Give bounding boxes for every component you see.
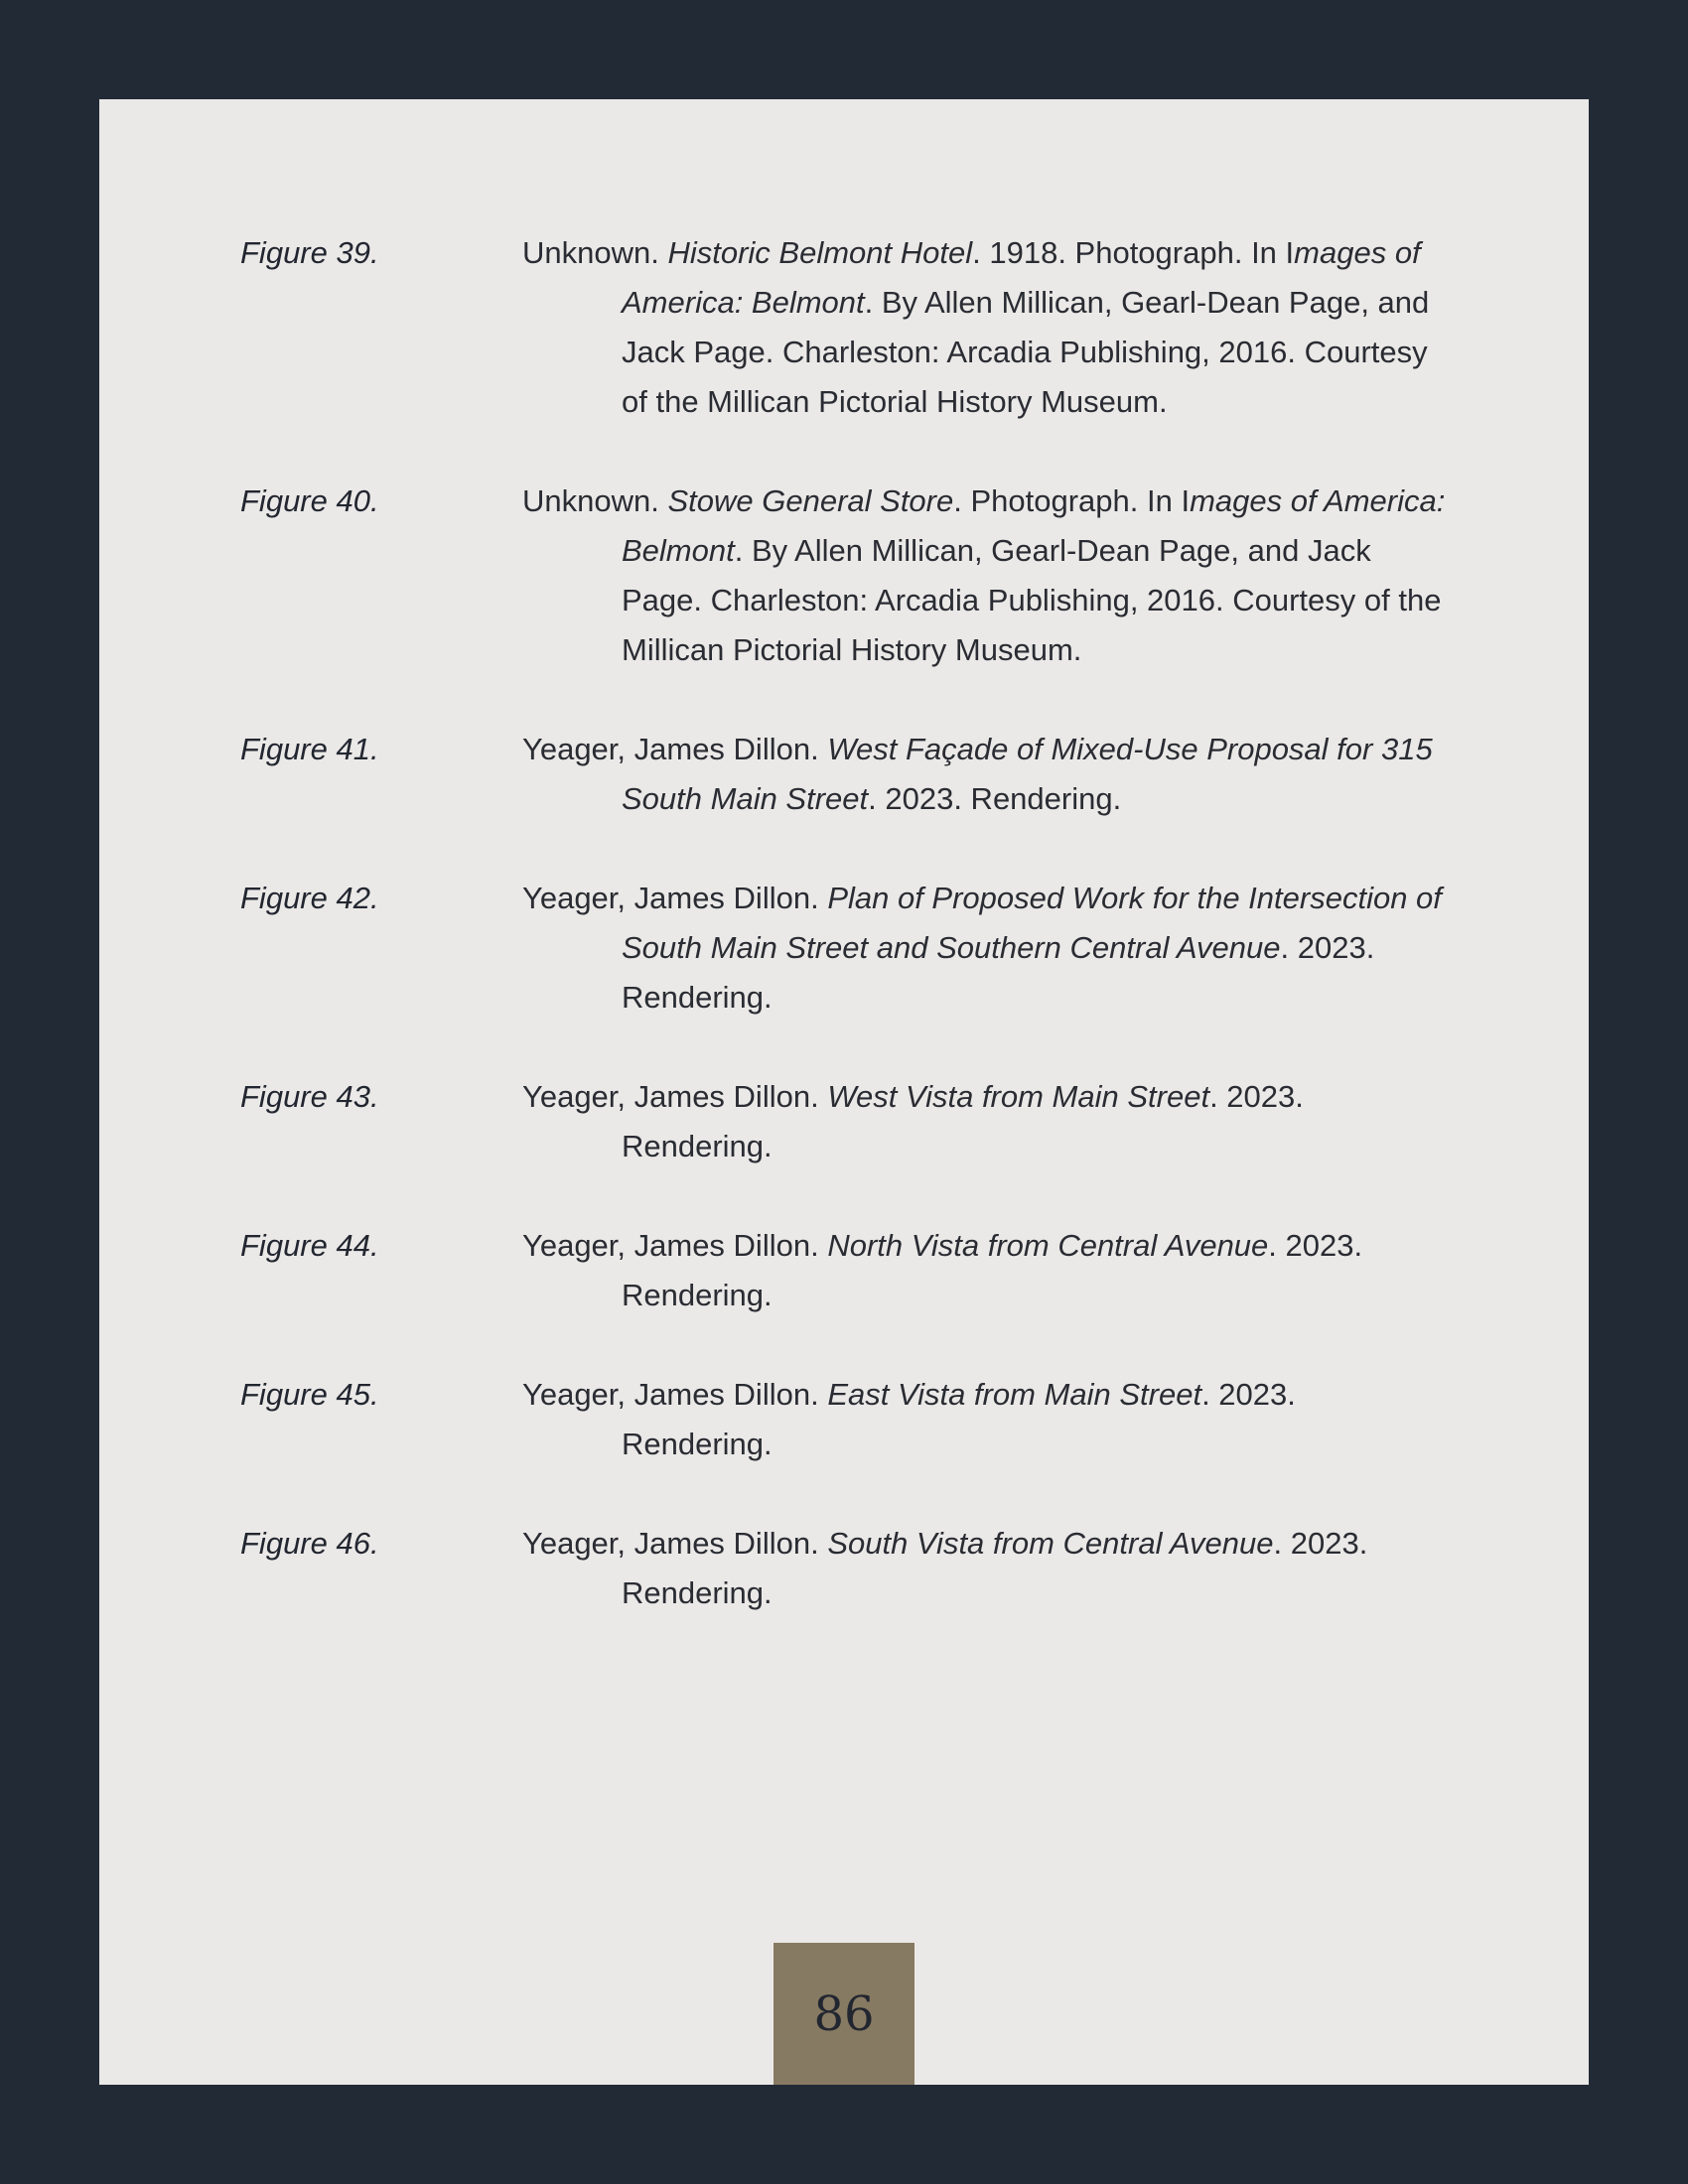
- citation-author: Yeager, James Dillon.: [522, 1526, 828, 1561]
- citation-text: . 1918. Photograph. In I: [972, 235, 1295, 270]
- citation-text: . 2023. Rendering.: [622, 1228, 1363, 1312]
- figure-label: Figure 44.: [240, 1228, 379, 1263]
- figure-list: [240, 228, 1531, 1668]
- citation-text: . 2023. Rendering.: [868, 781, 1122, 816]
- citation-text: . By Allen Millican, Gearl-Dean Page, and Jack Page. Charleston: Arcadia Publishing, 2016. Courtesy of the Millican Pictorial History Museum.: [622, 533, 1442, 667]
- citation-text: . 2023. Rendering.: [622, 1526, 1368, 1610]
- figure-citation: [522, 725, 1446, 824]
- citation-author: Yeager, James Dillon.: [522, 1377, 828, 1412]
- figure-label: Figure 41.: [240, 732, 379, 766]
- figure-citation: [522, 1370, 1446, 1469]
- citation-author: Yeager, James Dillon.: [522, 732, 828, 766]
- citation-title: East Vista from Main Street: [827, 1377, 1202, 1412]
- figure-entry: [240, 1072, 1531, 1171]
- citation-author: Unknown.: [522, 235, 668, 270]
- figure-label: Figure 43.: [240, 1079, 379, 1114]
- figure-entry: [240, 1221, 1531, 1320]
- citation-title: West Vista from Main Street: [827, 1079, 1210, 1114]
- figure-citation: [522, 1519, 1446, 1618]
- page-number-box: [774, 1943, 914, 2085]
- citation-source-title: mages of America: Belmont: [622, 483, 1446, 568]
- figure-citation: [522, 874, 1446, 1023]
- citation-title: Stowe General Store: [667, 483, 954, 518]
- figure-citation: [522, 1221, 1446, 1320]
- citation-title: Plan of Proposed Work for the Intersection of South Main Street and Southern Central Avenue: [622, 881, 1442, 965]
- figure-entry: [240, 1370, 1531, 1469]
- figure-label: Figure 39.: [240, 235, 379, 270]
- citation-author: Unknown.: [522, 483, 668, 518]
- citation-title: South Vista from Central Avenue: [827, 1526, 1274, 1561]
- figure-citation: [522, 1072, 1446, 1171]
- figure-label: Figure 46.: [240, 1526, 379, 1561]
- citation-text: . 2023. Rendering.: [622, 930, 1375, 1015]
- figure-label: Figure 45.: [240, 1377, 379, 1412]
- citation-source-title: mages of America: Belmont: [622, 235, 1421, 320]
- figure-label: Figure 40.: [240, 483, 379, 518]
- citation-title: North Vista from Central Avenue: [827, 1228, 1269, 1263]
- citation-author: Yeager, James Dillon.: [522, 1228, 828, 1263]
- citation-text: . By Allen Millican, Gearl-Dean Page, and Jack Page. Charleston: Arcadia Publishing, 2016. Courtesy of the Millican Pictorial History Museum.: [622, 285, 1430, 419]
- page-panel: [99, 99, 1589, 2085]
- figure-entry: [240, 874, 1531, 1023]
- figure-citation: [522, 477, 1446, 675]
- citation-title: Historic Belmont Hotel: [667, 235, 973, 270]
- citation-text: . 2023. Rendering.: [622, 1079, 1304, 1163]
- figure-entry: [240, 725, 1531, 824]
- citation-author: Yeager, James Dillon.: [522, 1079, 828, 1114]
- citation-author: Yeager, James Dillon.: [522, 881, 828, 915]
- citation-text: . 2023. Rendering.: [622, 1377, 1296, 1461]
- citation-title: West Façade of Mixed-Use Proposal for 315 South Main Street: [622, 732, 1433, 816]
- figure-entry: [240, 1519, 1531, 1618]
- figure-entry: [240, 228, 1531, 427]
- page-number: 86: [813, 1985, 875, 2042]
- figure-entry: [240, 477, 1531, 675]
- figure-citation: [522, 228, 1446, 427]
- citation-text: . Photograph. In I: [953, 483, 1191, 518]
- figure-label: Figure 42.: [240, 881, 379, 915]
